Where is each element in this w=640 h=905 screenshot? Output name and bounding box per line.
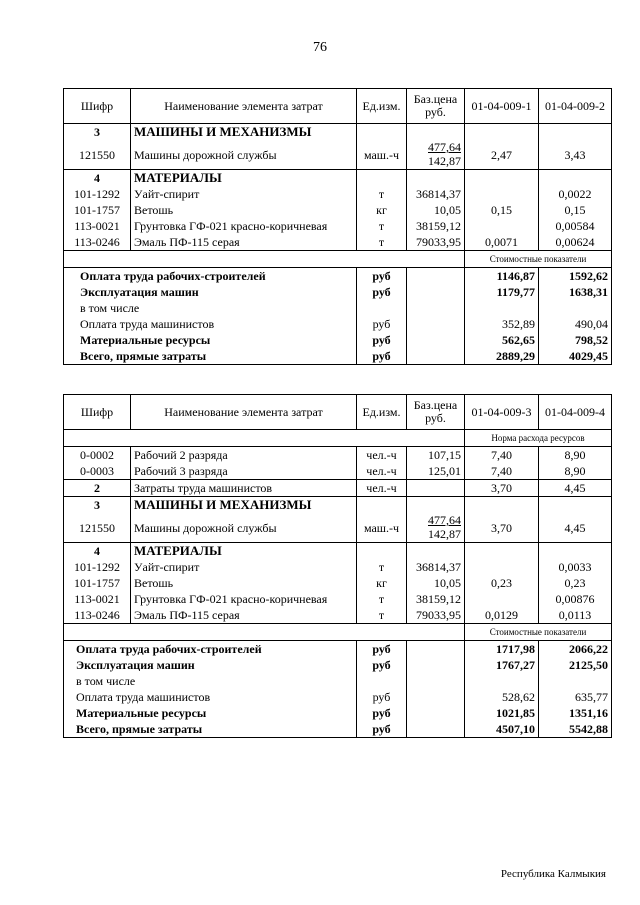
row-value-b: 0,0033: [539, 559, 612, 575]
row-name: Машины дорожной службы: [131, 140, 357, 170]
summary-unit: руб: [357, 641, 407, 658]
summary-row: [64, 332, 612, 348]
summary-name: Оплата труда машинистов: [64, 316, 357, 332]
cost-table-2: [63, 394, 612, 738]
section-machines-title: [64, 124, 612, 141]
table-row: [64, 218, 612, 234]
row-value-b: 4,45: [539, 513, 612, 543]
row-unit: т: [357, 234, 407, 251]
summary-value-a: 1021,85: [465, 705, 539, 721]
row-value-b: 0,23: [539, 575, 612, 591]
row-unit: т: [357, 591, 407, 607]
row-value-b: 0,0113: [539, 607, 612, 624]
row-name: Грунтовка ГФ-021 красно-коричневая: [131, 218, 357, 234]
row-name: Ветошь: [131, 202, 357, 218]
row-value-b: 0,0022: [539, 186, 612, 202]
row-price: 36814,37: [407, 186, 465, 202]
row-value-b: 8,90: [539, 447, 612, 464]
row-price-top: 477,64: [428, 140, 461, 154]
summary-value-a: 2889,29: [465, 348, 539, 365]
header-col-a: 01-04-009-1: [465, 89, 539, 124]
table-row: [64, 140, 612, 170]
row-value-a: 0,15: [465, 202, 539, 218]
norm-label: Норма расхода ресурсов: [465, 430, 612, 447]
summary-row: [64, 348, 612, 365]
row-code: 121550: [64, 140, 131, 170]
row-value-a: 7,40: [465, 463, 539, 480]
summary-value-a: [465, 300, 539, 316]
cost-indicators-label: Стоимостные показатели: [465, 251, 612, 268]
row-price-bottom: 142,87: [428, 527, 461, 541]
summary-value-a: 1179,77: [465, 284, 539, 300]
summary-row: [64, 673, 612, 689]
summary-unit: руб: [357, 284, 407, 300]
section-number: 3: [64, 124, 131, 141]
cost-indicators-label: Стоимостные показатели: [465, 624, 612, 641]
row-unit: чел.-ч: [357, 480, 407, 497]
header-name: Наименование элемента затрат: [131, 395, 357, 430]
summary-value-b: 490,04: [539, 316, 612, 332]
summary-name: Эксплуатация машин: [64, 657, 357, 673]
summary-value-a: 1767,27: [465, 657, 539, 673]
header-price: Баз.цена руб.: [407, 89, 465, 124]
summary-value-b: 2066,22: [539, 641, 612, 658]
norm-header: [64, 430, 612, 447]
table-row: [64, 591, 612, 607]
row-value-b: 3,43: [539, 140, 612, 170]
summary-row: [64, 689, 612, 705]
page-footer: Республика Калмыкия: [500, 868, 606, 880]
summary-row: [64, 316, 612, 332]
row-unit: т: [357, 607, 407, 624]
summary-value-a: 528,62: [465, 689, 539, 705]
header-col-b: 01-04-009-4: [539, 395, 612, 430]
row-name: Ветошь: [131, 575, 357, 591]
summary-value-b: 635,77: [539, 689, 612, 705]
row-name: Уайт-спирит: [131, 559, 357, 575]
summary-name: Всего, прямые затраты: [64, 348, 357, 365]
row-value-b: 4,45: [539, 480, 612, 497]
cost-table-1: [63, 88, 612, 365]
summary-name: Оплата труда рабочих-строителей: [64, 268, 357, 285]
row-unit: чел.-ч: [357, 447, 407, 464]
section-title: МАТЕРИАЛЫ: [131, 543, 357, 560]
row-value-a: [465, 186, 539, 202]
row-code: 101-1292: [64, 186, 131, 202]
row-value-b: 0,15: [539, 202, 612, 218]
row-value-a: 7,40: [465, 447, 539, 464]
row-value-b: 0,00584: [539, 218, 612, 234]
summary-unit: руб: [357, 705, 407, 721]
summary-unit: руб: [357, 332, 407, 348]
section-number: 4: [64, 170, 131, 187]
row-unit: маш.-ч: [357, 513, 407, 543]
row-code: 121550: [64, 513, 131, 543]
cost-indicators-header: [64, 251, 612, 268]
row-code: 113-0021: [64, 218, 131, 234]
row-code: 113-0021: [64, 591, 131, 607]
summary-row: [64, 721, 612, 738]
summary-name: в том числе: [64, 300, 357, 316]
row-unit: т: [357, 559, 407, 575]
summary-value-b: 4029,45: [539, 348, 612, 365]
row-code: 101-1757: [64, 575, 131, 591]
summary-unit: руб: [357, 316, 407, 332]
summary-row: [64, 268, 612, 285]
row-unit: т: [357, 218, 407, 234]
section-number: 4: [64, 543, 131, 560]
row-price: 125,01: [407, 463, 465, 480]
row-name: Уайт-спирит: [131, 186, 357, 202]
row-value-a: [465, 559, 539, 575]
row-price: 79033,95: [407, 234, 465, 251]
row-value-b: 0,00876: [539, 591, 612, 607]
summary-value-a: 1717,98: [465, 641, 539, 658]
summary-name: Оплата труда машинистов: [64, 689, 357, 705]
summary-value-b: 1592,62: [539, 268, 612, 285]
section-materials-title: [64, 543, 612, 560]
table-row: [64, 234, 612, 251]
row-name: Машины дорожной службы: [131, 513, 357, 543]
summary-name: в том числе: [64, 673, 357, 689]
summary-value-b: 2125,50: [539, 657, 612, 673]
summary-unit: руб: [357, 689, 407, 705]
row-name: Эмаль ПФ-115 серая: [131, 234, 357, 251]
summary-name: Материальные ресурсы: [64, 332, 357, 348]
table-row: [64, 447, 612, 464]
summary-unit: руб: [357, 348, 407, 365]
table-row: [64, 559, 612, 575]
row-code: 2: [64, 480, 131, 497]
summary-row: [64, 705, 612, 721]
table-row: [64, 186, 612, 202]
summary-name: Эксплуатация машин: [64, 284, 357, 300]
table-row: [64, 513, 612, 543]
summary-value-b: [539, 673, 612, 689]
header-price: Баз.цена руб.: [407, 395, 465, 430]
table-row: [64, 202, 612, 218]
row-value-a: 0,23: [465, 575, 539, 591]
row-code: 101-1292: [64, 559, 131, 575]
row-value-a: [465, 591, 539, 607]
table-row: [64, 607, 612, 624]
summary-unit: [357, 300, 407, 316]
row-value-a: 0,0129: [465, 607, 539, 624]
summary-row: [64, 657, 612, 673]
row-value-b: 0,00624: [539, 234, 612, 251]
summary-name: Всего, прямые затраты: [64, 721, 357, 738]
summary-value-b: [539, 300, 612, 316]
row-unit: маш.-ч: [357, 140, 407, 170]
summary-unit: [357, 673, 407, 689]
section-number: 3: [64, 497, 131, 514]
row-value-a: 3,70: [465, 480, 539, 497]
summary-value-b: 1351,16: [539, 705, 612, 721]
header-code: Шифр: [64, 395, 131, 430]
page-number: 76: [313, 40, 327, 55]
row-name: Затраты труда машинистов: [131, 480, 357, 497]
header-name: Наименование элемента затрат: [131, 89, 357, 124]
summary-value-a: [465, 673, 539, 689]
row-price-top: 477,64: [428, 513, 461, 527]
row-price: 36814,37: [407, 559, 465, 575]
summary-value-a: 352,89: [465, 316, 539, 332]
row-value-a: 3,70: [465, 513, 539, 543]
row-price: 107,15: [407, 447, 465, 464]
header-col-a: 01-04-009-3: [465, 395, 539, 430]
summary-unit: руб: [357, 721, 407, 738]
summary-row: [64, 641, 612, 658]
summary-unit: руб: [357, 268, 407, 285]
row-price: 10,05: [407, 202, 465, 218]
row-price: 38159,12: [407, 218, 465, 234]
summary-name: Оплата труда рабочих-строителей: [64, 641, 357, 658]
row-price-bottom: 142,87: [428, 154, 461, 168]
row-name: Эмаль ПФ-115 серая: [131, 607, 357, 624]
row-unit: кг: [357, 202, 407, 218]
section-title: МАШИНЫ И МЕХАНИЗМЫ: [131, 497, 357, 514]
section-machines-title: [64, 497, 612, 514]
table-header: [64, 89, 612, 124]
row-value-a: [465, 218, 539, 234]
row-code: 0-0003: [64, 463, 131, 480]
row-unit: чел.-ч: [357, 463, 407, 480]
row-name: Рабочий 2 разряда: [131, 447, 357, 464]
row-value-b: 8,90: [539, 463, 612, 480]
section-title: МАТЕРИАЛЫ: [131, 170, 357, 187]
row-value-a: 2,47: [465, 140, 539, 170]
summary-value-b: 798,52: [539, 332, 612, 348]
table-row: [64, 463, 612, 480]
table-row: [64, 575, 612, 591]
section-title: МАШИНЫ И МЕХАНИЗМЫ: [131, 124, 357, 141]
row-value-a: 0,0071: [465, 234, 539, 251]
row-code: 113-0246: [64, 234, 131, 251]
summary-value-a: 562,65: [465, 332, 539, 348]
header-unit: Ед.изм.: [357, 89, 407, 124]
summary-value-a: 1146,87: [465, 268, 539, 285]
summary-value-b: 1638,31: [539, 284, 612, 300]
row-name: Грунтовка ГФ-021 красно-коричневая: [131, 591, 357, 607]
row-price: 38159,12: [407, 591, 465, 607]
row-unit: т: [357, 186, 407, 202]
row-unit: кг: [357, 575, 407, 591]
row-code: 0-0002: [64, 447, 131, 464]
summary-row: [64, 284, 612, 300]
row-code: 101-1757: [64, 202, 131, 218]
header-col-b: 01-04-009-2: [539, 89, 612, 124]
row-name: Рабочий 3 разряда: [131, 463, 357, 480]
section-materials-title: [64, 170, 612, 187]
summary-value-a: 4507,10: [465, 721, 539, 738]
cost-indicators-header: [64, 624, 612, 641]
header-unit: Ед.изм.: [357, 395, 407, 430]
table-row: [64, 480, 612, 497]
summary-name: Материальные ресурсы: [64, 705, 357, 721]
row-price: 79033,95: [407, 607, 465, 624]
table-header: [64, 395, 612, 430]
header-code: Шифр: [64, 89, 131, 124]
summary-unit: руб: [357, 657, 407, 673]
row-code: 113-0246: [64, 607, 131, 624]
summary-row: [64, 300, 612, 316]
row-price: 10,05: [407, 575, 465, 591]
summary-value-b: 5542,88: [539, 721, 612, 738]
